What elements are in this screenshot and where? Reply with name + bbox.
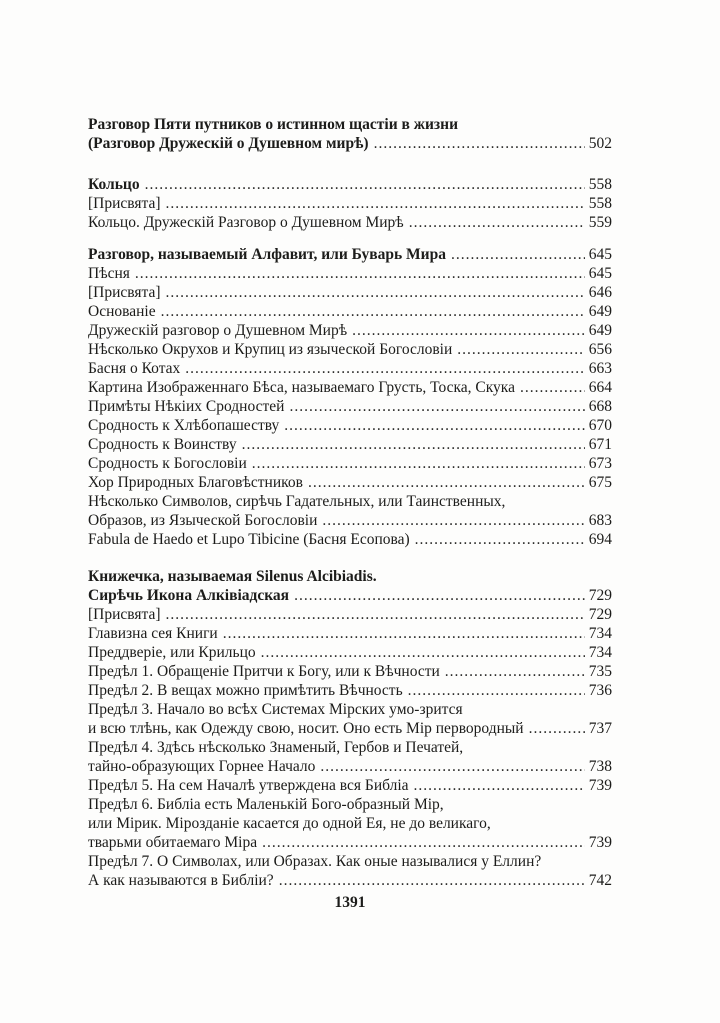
leader-dots [529, 719, 585, 738]
toc-entry-page-number: 664 [588, 379, 612, 396]
toc-entry-title: Книжечка, называемая Silenus Alcibiadis. [88, 568, 377, 585]
leader-dots [414, 776, 585, 795]
toc-entry [88, 397, 612, 416]
toc-block [88, 567, 612, 890]
toc-entry-page-number: 558 [588, 195, 612, 212]
toc-entry-continuation [88, 567, 612, 586]
toc-entry-continuation [88, 738, 612, 757]
toc-entry-title: Преддверіе, или Крильцо [88, 644, 256, 661]
toc-entry [88, 586, 612, 605]
toc-entry [88, 264, 612, 283]
toc-entry [88, 833, 612, 852]
toc-entry [88, 435, 612, 454]
toc-entry-title: Разговор Пяти путников о истинном щастіи в жизни [88, 116, 459, 133]
toc-entry-title: А как называются в Библіи? [88, 872, 274, 889]
toc-entry-title: Образов, из Языческой Богословіи [88, 512, 318, 529]
toc-entry [88, 624, 612, 643]
toc-entry-page-number: 739 [588, 777, 612, 794]
toc-entry-title: Предѣл 1. Обращеніе Притчи к Богу, или к Вѣчности [88, 663, 440, 680]
toc-entry-page-number: 645 [588, 265, 612, 282]
leader-dots [279, 871, 585, 890]
toc-entry-page-number: 649 [588, 322, 612, 339]
toc-entry [88, 871, 612, 890]
leader-dots [322, 511, 584, 530]
leader-dots [161, 302, 585, 321]
leader-dots [520, 378, 585, 397]
toc-entry-continuation [88, 852, 612, 871]
toc-entry-page-number: 739 [588, 834, 612, 851]
toc-entry-page-number: 734 [588, 644, 612, 661]
toc-entry [88, 321, 612, 340]
toc-entry-title: Хор Природных Благовѣстников [88, 474, 303, 491]
toc-entry-page-number: 656 [588, 341, 612, 358]
leader-dots [451, 245, 585, 264]
leader-dots [374, 134, 585, 153]
toc-entry-title: тайно-образующих Горнее Начало [88, 758, 316, 775]
toc-entry [88, 643, 612, 662]
toc-entry-page-number: 729 [588, 587, 612, 604]
toc-entry-title: [Присвята] [88, 284, 161, 301]
leader-dots [415, 530, 585, 549]
toc-entry-page-number: 671 [588, 436, 612, 453]
toc-entry-title: Предѣл 3. Начало во всѣх Системах Мірских умо-зрится [88, 701, 463, 718]
toc-entry-page-number: 649 [588, 303, 612, 320]
toc-entry-continuation [88, 115, 612, 134]
leader-dots [135, 264, 585, 283]
toc-entry-title: Пѣсня [88, 265, 130, 282]
toc-entry-page-number: 675 [588, 474, 612, 491]
toc-entry [88, 757, 612, 776]
toc-block [88, 245, 612, 549]
toc-entry-title: Кольцо [88, 176, 140, 193]
toc-entry-title: Примѣты Нѣкіих Сродностей [88, 398, 285, 415]
toc-entry [88, 530, 612, 549]
toc-entry-page-number: 668 [588, 398, 612, 415]
toc-entry [88, 302, 612, 321]
leader-dots [284, 416, 584, 435]
toc-entry-page-number: 736 [588, 682, 612, 699]
toc-entry-title: Нѣсколько Символов, сирѣчь Гадательных, или Таинственных, [88, 493, 506, 510]
leader-dots [166, 194, 585, 213]
toc-entry-continuation [88, 492, 612, 511]
leader-dots [308, 473, 585, 492]
toc-entry-title: (Разговор Дружескій о Душевном мирѣ) [88, 135, 369, 152]
leader-dots [320, 757, 584, 776]
toc-entry-page-number: 646 [588, 284, 612, 301]
toc-entry-title: Основаніе [88, 303, 156, 320]
leader-dots [223, 624, 585, 643]
leader-dots [457, 340, 585, 359]
leader-dots [262, 833, 585, 852]
toc-entry-title: Сродность к Богословіи [88, 455, 247, 472]
leader-dots [252, 454, 585, 473]
toc-entry [88, 473, 612, 492]
toc-entry-title: Басня о Котах [88, 360, 181, 377]
toc-entry [88, 416, 612, 435]
toc-entry [88, 283, 612, 302]
toc-entry-title: Нѣсколько Окрухов и Крупиц из языческой Богословіи [88, 341, 453, 358]
toc-entry [88, 194, 612, 213]
toc-entry-page-number: 734 [588, 625, 612, 642]
toc-entry [88, 245, 612, 264]
toc-entry [88, 605, 612, 624]
toc-entry-title: Сродность к Воинству [88, 436, 237, 453]
toc-entry-page-number: 559 [588, 214, 612, 231]
toc-entry [88, 454, 612, 473]
toc-entry-page-number: 670 [588, 417, 612, 434]
leader-dots [166, 283, 585, 302]
toc-entry-title: [Присвята] [88, 606, 161, 623]
toc-entry [88, 662, 612, 681]
toc-entry-title: Предѣл 4. Здѣсь нѣсколько Знаменый, Гербов и Печатей, [88, 739, 464, 756]
toc-entry-page-number: 558 [588, 176, 612, 193]
toc-entry-title: Разговор, называемый Алфавит, или Буварь Мира [88, 246, 446, 263]
leader-dots [166, 605, 585, 624]
toc-entry-page-number: 683 [588, 512, 612, 529]
toc-entry-title: Картина Изображеннаго Бѣса, называемаго Грусть, Тоска, Скука [88, 379, 515, 396]
toc-entry-page-number: 737 [588, 720, 612, 737]
toc-entry-title: Fabula de Haedo et Lupo Tibicine (Басня Есопова) [88, 531, 410, 548]
leader-dots [445, 662, 585, 681]
toc-entry-title: Кольцо. Дружескій Разговор о Душевном Мирѣ [88, 214, 404, 231]
toc-block [88, 115, 612, 153]
toc-entry [88, 213, 612, 232]
leader-dots [185, 359, 584, 378]
toc-entry-continuation [88, 814, 612, 833]
toc-entry-page-number: 729 [588, 606, 612, 623]
toc-entry-page-number: 738 [588, 758, 612, 775]
toc-entry-title: и всю тлѣнь, как Одежду свою, носит. Оно есть Мір первородный [88, 720, 524, 737]
leader-dots [145, 175, 585, 194]
toc-entry-page-number: 735 [588, 663, 612, 680]
toc-entry-title: Предѣл 2. В вещах можно примѣтить Вѣчность [88, 682, 403, 699]
toc-entry [88, 681, 612, 700]
toc-entry [88, 134, 612, 153]
leader-dots [352, 321, 585, 340]
toc-entry-continuation [88, 795, 612, 814]
toc-entry-page-number: 663 [588, 360, 612, 377]
toc-entry-title: Предѣл 6. Библіа есть Маленькій Бого-образный Мір, [88, 796, 444, 813]
toc-entry-title: тварьми обитаемаго Міра [88, 834, 258, 851]
toc-entry-page-number: 694 [588, 531, 612, 548]
toc-entry-page-number: 673 [588, 455, 612, 472]
leader-dots [409, 213, 585, 232]
toc-entry-title: [Присвята] [88, 195, 161, 212]
toc-entry-page-number: 742 [588, 872, 612, 889]
toc-entry [88, 719, 612, 738]
table-of-contents [88, 115, 612, 890]
toc-entry-page-number: 502 [588, 135, 612, 152]
toc-entry [88, 175, 612, 194]
toc-entry [88, 359, 612, 378]
toc-entry-continuation [88, 700, 612, 719]
toc-entry [88, 776, 612, 795]
toc-entry-title: Главизна сея Книги [88, 625, 218, 642]
toc-entry-title: Предѣл 5. На сем Началѣ утверждена вся Библіа [88, 777, 409, 794]
toc-entry-title: Сродность к Хлѣбопашеству [88, 417, 280, 434]
toc-entry-title: Дружескій разговор о Душевном Мирѣ [88, 322, 348, 339]
toc-entry-page-number: 645 [588, 246, 612, 263]
page-number-footer: 1391 [334, 894, 366, 911]
leader-dots [289, 397, 584, 416]
leader-dots [261, 643, 585, 662]
toc-entry [88, 340, 612, 359]
leader-dots [294, 586, 585, 605]
leader-dots [242, 435, 585, 454]
toc-entry-title: или Мірик. Мірозданіе касается до одной Ея, не до великаго, [88, 815, 491, 832]
toc-block [88, 175, 612, 232]
toc-entry-title: Сирѣчь Икона Алківіадская [88, 587, 290, 604]
toc-entry-title: Предѣл 7. О Символах, или Образах. Как оные называлися у Еллин? [88, 853, 542, 870]
toc-entry [88, 378, 612, 397]
leader-dots [408, 681, 585, 700]
toc-entry [88, 511, 612, 530]
